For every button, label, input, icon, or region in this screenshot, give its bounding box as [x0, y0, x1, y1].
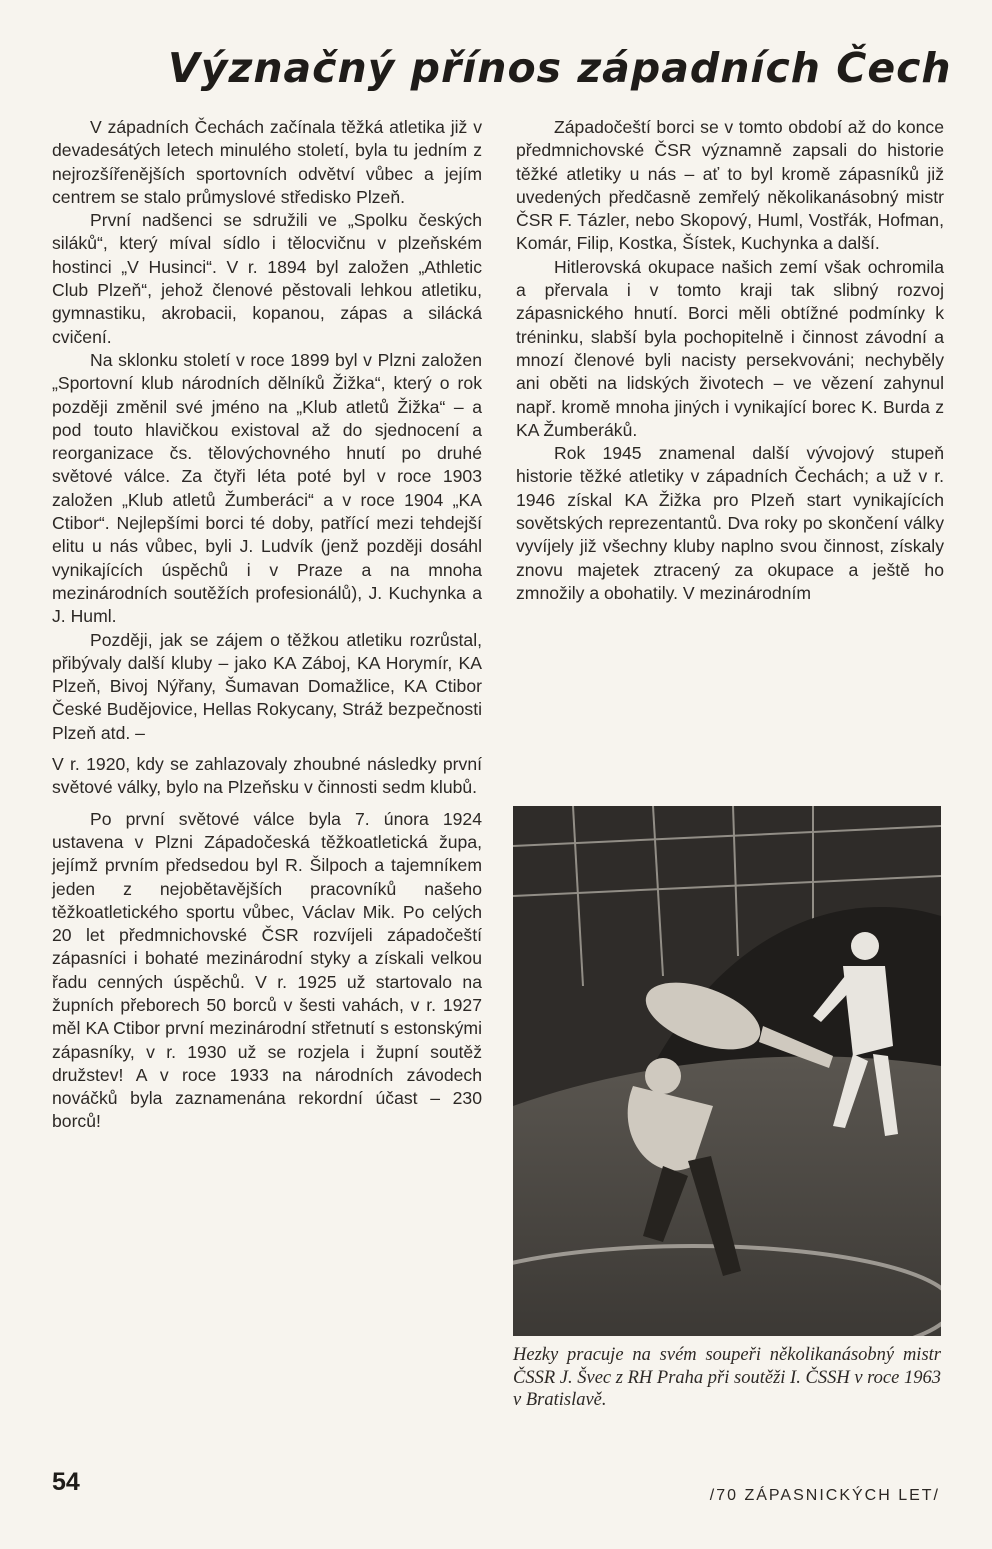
wrestling-photo — [513, 806, 941, 1336]
paragraph: V západních Čechách začínala těžká atletika již v devadesátých letech minulého století, byla tu jedním z nejrozšířenějších sportovních odvětví vůbec a jejím centrem se stalo průmyslové středisko Plzeň. — [52, 117, 482, 207]
paragraph: Po první světové válce byla 7. února 1924 ustavena v Plzni Západočeská těžkoatletická župa, jejímž prvním předsedou byl R. Šilpoch a tajemníkem jeden z nejobětavějších pracovníků našeho těžkoatletického sportu vůbec, Václav Mik. Po celých 20 let předmnichovské ČSR rozvíjeli západočeští zápasníci i bohaté mezinárodní styky a získali velkou řadu cenných úspěchů. V r. 1925 už startovalo na župních přeborech 50 borců v šesti vahách, v r. 1927 měl KA Ctibor první mezinárodní střetnutí s estonskými zápasníky, v r. 1930 už se rozjela i župní soutěž družstev! A v roce 1933 na národních závodech nováčků byla zaznamenána rekordní účast – 230 borců! — [52, 808, 482, 1132]
paragraph: Rok 1945 znamenal další vývojový stupeň historie těžké atletiky v západních Čechách; a už v r. 1946 získal KA Žižka pro Plzeň start vynikajících sovětských reprezentantů. Dva roky po skončení války vyvíjely již všechny kluby naplno svou činnost, získaly znovu majetek ztracený za okupace a ještě ho zmnožily a obohatily. V mezinárodním — [516, 443, 944, 603]
left-text-column — [52, 116, 482, 1134]
paragraph: Hitlerovská okupace našich zemí však ochromila a přervala i v tomto kraji tak slibný rozvoj zápasnického hnutí. Borci měli obtížné podmínky k tréninku, slabší byla pochopitelně i činnost závodní a mnozí členové byli nacisty persekvováni; nechyběly ani oběti na lidských životech – ve vězení zahynul např. kromě mnoha jiných i vynikající borec K. Burda z KA Žumberáků. — [516, 256, 944, 440]
paragraph: V r. 1920, kdy se zahlazovaly zhoubné následky první světové války, bylo na Plzeňsku v činnosti sedm klubů. — [52, 754, 482, 798]
paragraph: První nadšenci se sdružili ve „Spolku českých siláků“, který míval sídlo i tělocvičnu v plzeňském hostinci „V Husinci“. V r. 1894 byl založen „Athletic Club Plzeň“, jehož členové pěstovali lehkou atletiku, gymnastiku, akrobacii, kopanou, zápas a silácká cvičení. — [52, 210, 482, 347]
photo-caption: Hezky pracuje na svém soupeři několikanásobný mistr ČSSR J. Švec z RH Praha při soutěži I. ČSSH v roce 1963 v Bratislavě. — [513, 1345, 941, 1410]
paragraph: Později, jak se zájem o těžkou atletiku rozrůstal, přibývaly další kluby – jako KA Záboj, KA Horymír, KA Plzeň, Bivoj Nýřany, Šumavan Domažlice, KA Ctibor České Budějovice, Hellas Rokycany, Stráž bezpečnosti Plzeň atd. – — [52, 629, 482, 743]
paragraph: Na sklonku století v roce 1899 byl v Plzni založen „Sportovní klub národních dělníků Žižka“, který o rok později změnil své jméno na „Klub atletů Žižka“ – a pod touto hlavičkou existoval až do sjednocení a reorganizace čs. tělovýchovného hnutí po druhé světové válce. Za čtyři léta poté byl v roce 1903 založen „Klub atletů Žumberáci“ a v roce 1904 „KA Ctibor“. Nejlepšími borci té doby, patřící mezi tehdejší elitu u nás vůbec, byli J. Ludvík (jenž později dosáhl vynikajících úspěchů i v Praze a na mnoha mezinárodních soutěžích profesionálů), J. Kuchynka a J. Huml. — [52, 349, 482, 627]
paragraph: Západočeští borci se v tomto období až do konce předmnichovské ČSR významně zapsali do historie těžké atletiky u nás – ať to byl kromě zápasníků již uvedených předčasně zemřelý několikanásobný mistr ČSR F. Tázler, nebo Skopový, Huml, Vostřák, Hofman, Komár, Filip, Kostka, Šístek, Kuchynka a další. — [516, 117, 944, 254]
running-footer: /70 ZÁPASNICKÝCH LET/ — [709, 1487, 940, 1504]
wrestling-photo-illustration — [513, 806, 941, 1336]
right-text-column — [516, 116, 944, 605]
page-number: 54 — [52, 1468, 80, 1496]
article-title: Význačný přínos západních Čech — [168, 44, 952, 92]
